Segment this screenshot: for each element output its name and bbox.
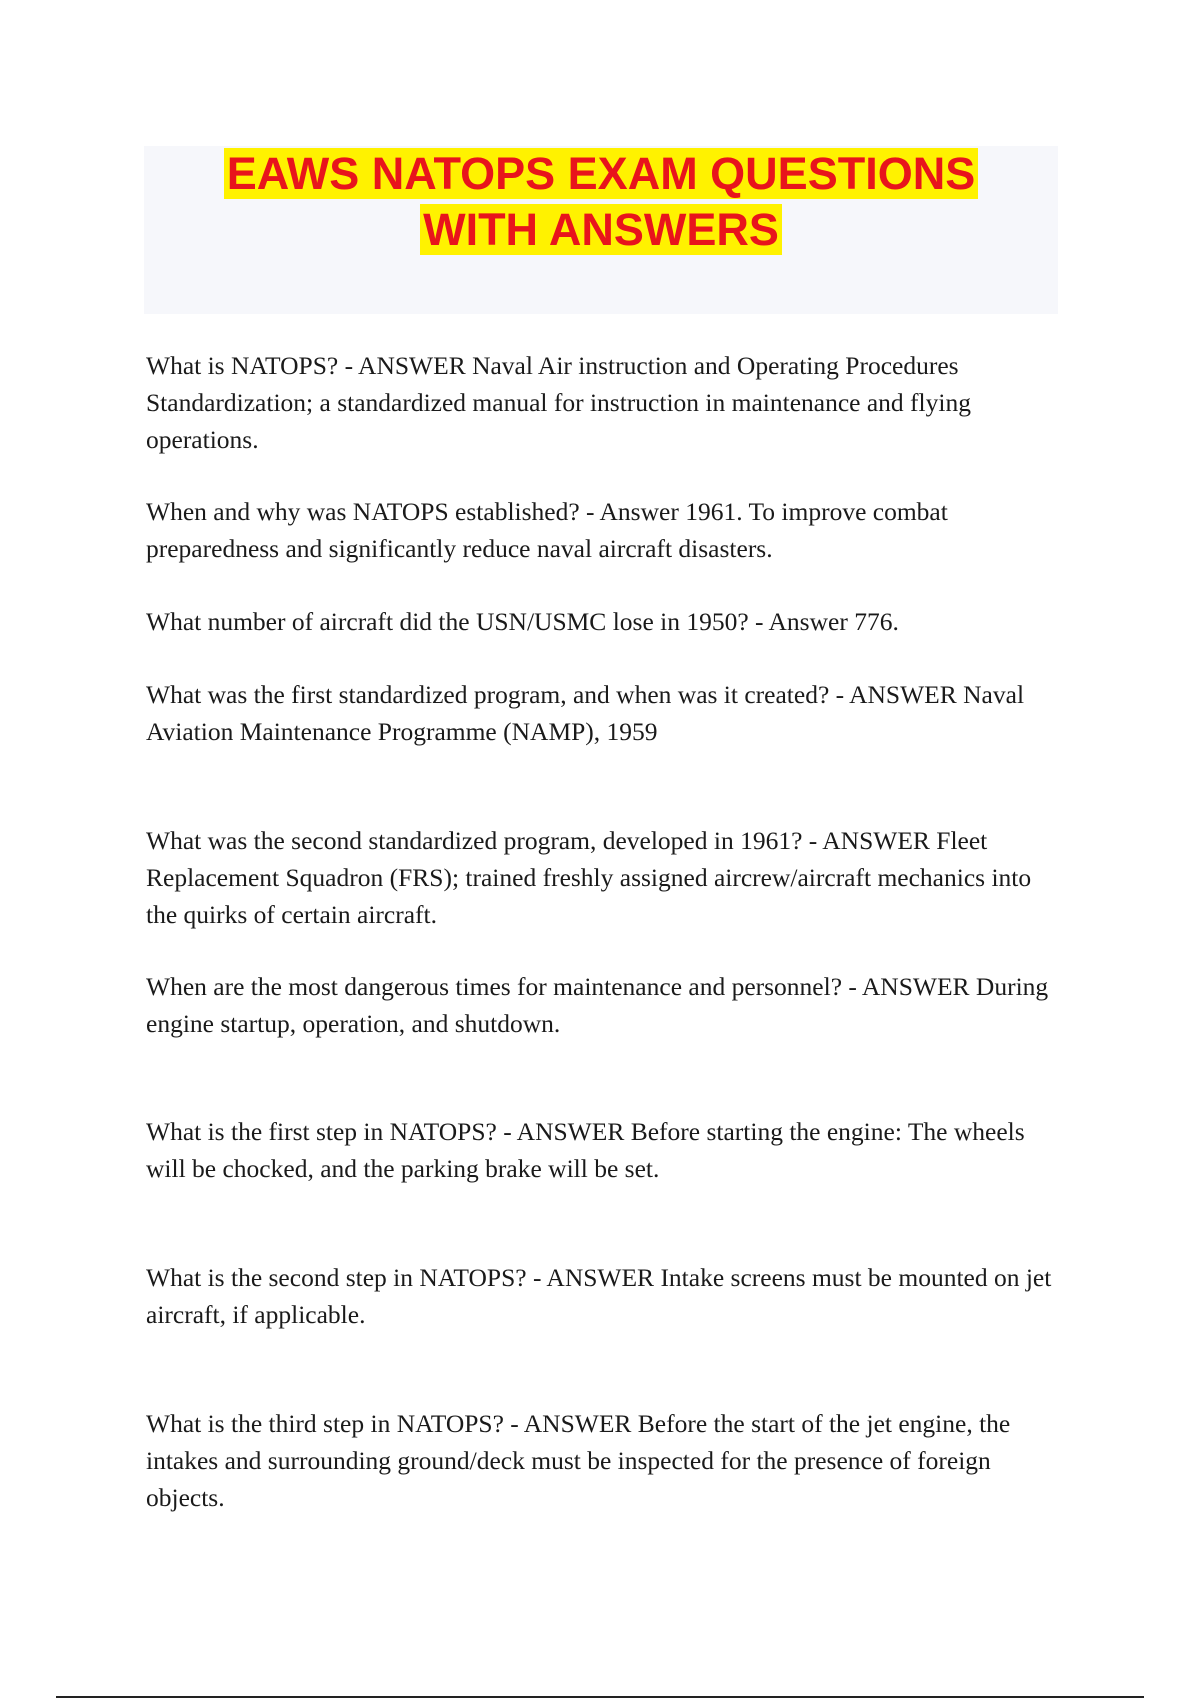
title-line-2: WITH ANSWERS [420, 204, 782, 255]
qa-item-5: What was the second standardized program, developed in 1961? - ANSWER Fleet Replacement Squadron (FRS); trained freshly assigned aircrew/aircraft mechanics into the quirks of certain aircraft. [146, 826, 1032, 929]
document-title [224, 146, 978, 258]
qa-item-7: What is the first step in NATOPS? - ANSWER Before starting the engine: The wheels will be chocked, and the parking brake will be set. [146, 1117, 1025, 1183]
qa-item-8: What is the second step in NATOPS? - ANSWER Intake screens must be mounted on jet aircraft, if applicable. [146, 1263, 1052, 1329]
qa-item-1: What is NATOPS? - ANSWER Naval Air instruction and Operating Procedures Standardization; a standardized manual for instruction in maintenance and flying operations. [146, 351, 971, 454]
title-line-1: EAWS NATOPS EXAM QUESTIONS [224, 148, 978, 199]
qa-item-6: When are the most dangerous times for maintenance and personnel? - ANSWER During engine startup, operation, and shutdown. [146, 972, 1049, 1038]
footer-divider [56, 1696, 1144, 1698]
qa-item-2: When and why was NATOPS established? - Answer 1961. To improve combat preparedness and significantly reduce naval aircraft disasters. [146, 497, 948, 563]
qa-item-9: What is the third step in NATOPS? - ANSWER Before the start of the jet engine, the intakes and surrounding ground/deck must be inspected for the presence of foreign objects. [146, 1409, 1011, 1512]
title-banner [144, 146, 1058, 314]
qa-item-4: What was the first standardized program, and when was it created? - ANSWER Naval Aviation Maintenance Programme (NAMP), 1959 [146, 680, 1025, 746]
qa-item-3: What number of aircraft did the USN/USMC lose in 1950? - Answer 776. [146, 607, 899, 636]
